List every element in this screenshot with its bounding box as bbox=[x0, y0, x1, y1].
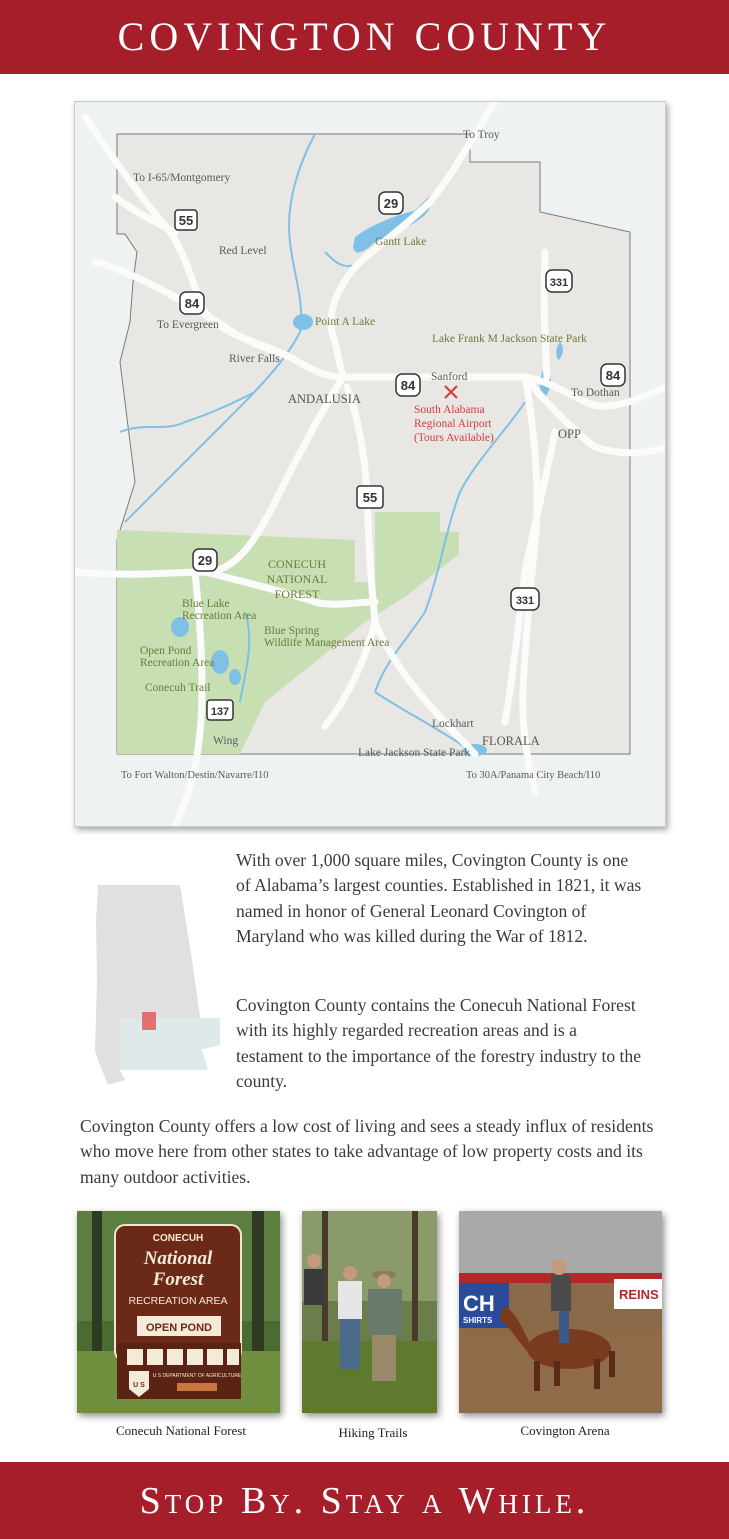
label-conecuh-2: NATIONAL bbox=[266, 572, 328, 586]
footer-banner bbox=[0, 1462, 729, 1539]
label-airport-3: (Tours Available) bbox=[414, 432, 494, 444]
photo-covington-arena bbox=[459, 1211, 662, 1413]
label-conecuh-1: CONECUH bbox=[267, 557, 327, 571]
banner-left: CH bbox=[463, 1291, 495, 1316]
label-conecuh-3: FOREST bbox=[274, 587, 320, 601]
label-open-pond-2: Recreation Area bbox=[140, 657, 215, 669]
label-open-pond-1: Open Pond bbox=[140, 645, 192, 657]
svg-text:137: 137 bbox=[210, 706, 230, 718]
point-a-lake bbox=[293, 314, 313, 330]
svg-text:84: 84 bbox=[184, 296, 200, 311]
shield-29-left bbox=[193, 549, 217, 571]
label-lake-frank: Lake Frank M Jackson State Park bbox=[432, 333, 587, 345]
svg-text:331: 331 bbox=[549, 277, 569, 289]
shield-137 bbox=[207, 700, 233, 720]
banner-left-2: SHIRTS bbox=[463, 1316, 493, 1325]
covington-highlight bbox=[142, 1012, 156, 1030]
caption-hiking-trails: Hiking Trails bbox=[338, 1425, 408, 1440]
label-river-falls: River Falls bbox=[229, 353, 280, 365]
label-sanford: Sanford bbox=[431, 371, 468, 383]
label-red-level: Red Level bbox=[219, 245, 267, 257]
label-conecuh-trail: Conecuh Trail bbox=[145, 682, 211, 694]
shield-84-mid bbox=[396, 374, 420, 396]
sign-line-4: RECREATION AREA bbox=[128, 1295, 228, 1307]
footer-tagline: Stop By. Stay a While. bbox=[139, 1479, 590, 1522]
sign-line-7: U S bbox=[133, 1382, 145, 1389]
sign-line-6: U S DEPARTMENT OF AGRICULTURE bbox=[152, 1373, 242, 1379]
intro-paragraph-2: Covington County contains the Conecuh National Forest with its highly regarded recreation areas and is a testament to the importance of the forestry industry to the county. bbox=[236, 995, 642, 1091]
label-airport-1: South Alabama bbox=[414, 404, 485, 416]
label-blue-spring-1: Blue Spring bbox=[264, 625, 320, 637]
alabama-locator-map bbox=[80, 880, 220, 1090]
caption-covington-arena: Covington Arena bbox=[520, 1423, 610, 1438]
intro-paragraph-3: Covington County offers a low cost of living and sees a steady influx of residents who move here from other states to take advantage of low property costs and its many outdoor activities. bbox=[80, 1116, 654, 1187]
label-to-i65: To I-65/Montgomery bbox=[133, 172, 231, 184]
county-map bbox=[74, 101, 666, 827]
sign-line-1: CONECUH bbox=[152, 1233, 204, 1244]
shield-84-left bbox=[180, 292, 204, 314]
label-andalusia: ANDALUSIA bbox=[288, 392, 361, 406]
photo-hiking-trails bbox=[302, 1211, 437, 1413]
header-banner bbox=[0, 0, 729, 74]
shield-55-top bbox=[175, 210, 197, 230]
label-gantt-lake: Gantt Lake bbox=[375, 236, 427, 248]
svg-text:331: 331 bbox=[515, 595, 535, 607]
label-blue-lake-2: Recreation Area bbox=[182, 610, 257, 622]
shield-55-mid bbox=[357, 486, 383, 508]
svg-text:84: 84 bbox=[605, 368, 621, 383]
svg-text:84: 84 bbox=[400, 378, 416, 393]
label-lockhart: Lockhart bbox=[432, 718, 474, 730]
svg-text:29: 29 bbox=[383, 196, 399, 211]
sign-line-2: National bbox=[143, 1248, 213, 1269]
sign-line-3: Forest bbox=[152, 1269, 204, 1290]
label-airport-2: Regional Airport bbox=[414, 418, 492, 430]
shield-84-right bbox=[601, 364, 625, 386]
label-blue-spring-2: Wildlife Management Area bbox=[264, 637, 390, 649]
svg-text:55: 55 bbox=[362, 490, 378, 505]
label-opp: OPP bbox=[558, 427, 581, 441]
shield-29-top bbox=[379, 192, 403, 214]
label-lake-jackson: Lake Jackson State Park bbox=[358, 747, 471, 759]
label-wing: Wing bbox=[213, 735, 239, 747]
svg-text:55: 55 bbox=[178, 213, 194, 228]
page-title: COVINGTON COUNTY bbox=[117, 14, 612, 59]
label-to-troy: To Troy bbox=[463, 129, 500, 141]
caption-conecuh-forest: Conecuh National Forest bbox=[116, 1423, 246, 1438]
label-florala: FLORALA bbox=[482, 734, 540, 748]
svg-text:29: 29 bbox=[197, 553, 213, 568]
label-to-fort-walton: To Fort Walton/Destin/Navarre/I10 bbox=[121, 770, 269, 781]
label-to-evergreen: To Evergreen bbox=[157, 319, 219, 331]
sign-line-5: OPEN POND bbox=[145, 1322, 213, 1334]
label-blue-lake-1: Blue Lake bbox=[182, 598, 230, 610]
photo-conecuh-forest bbox=[77, 1211, 280, 1413]
label-point-a-lake: Point A Lake bbox=[315, 316, 376, 328]
intro-paragraph-1: With over 1,000 square miles, Covington County is one of Alabama’s largest counties. Established in 1821, it was named in honor of General Leonard Covington of Maryland who was killed during the War of 1812. bbox=[236, 850, 642, 946]
shield-331-bottom bbox=[511, 588, 539, 610]
shield-331-top bbox=[546, 270, 572, 292]
banner-right: REINS bbox=[619, 1287, 659, 1302]
label-to-30a: To 30A/Panama City Beach/I10 bbox=[466, 770, 601, 781]
label-to-dothan: To Dothan bbox=[571, 387, 620, 399]
map-svg bbox=[75, 102, 665, 826]
